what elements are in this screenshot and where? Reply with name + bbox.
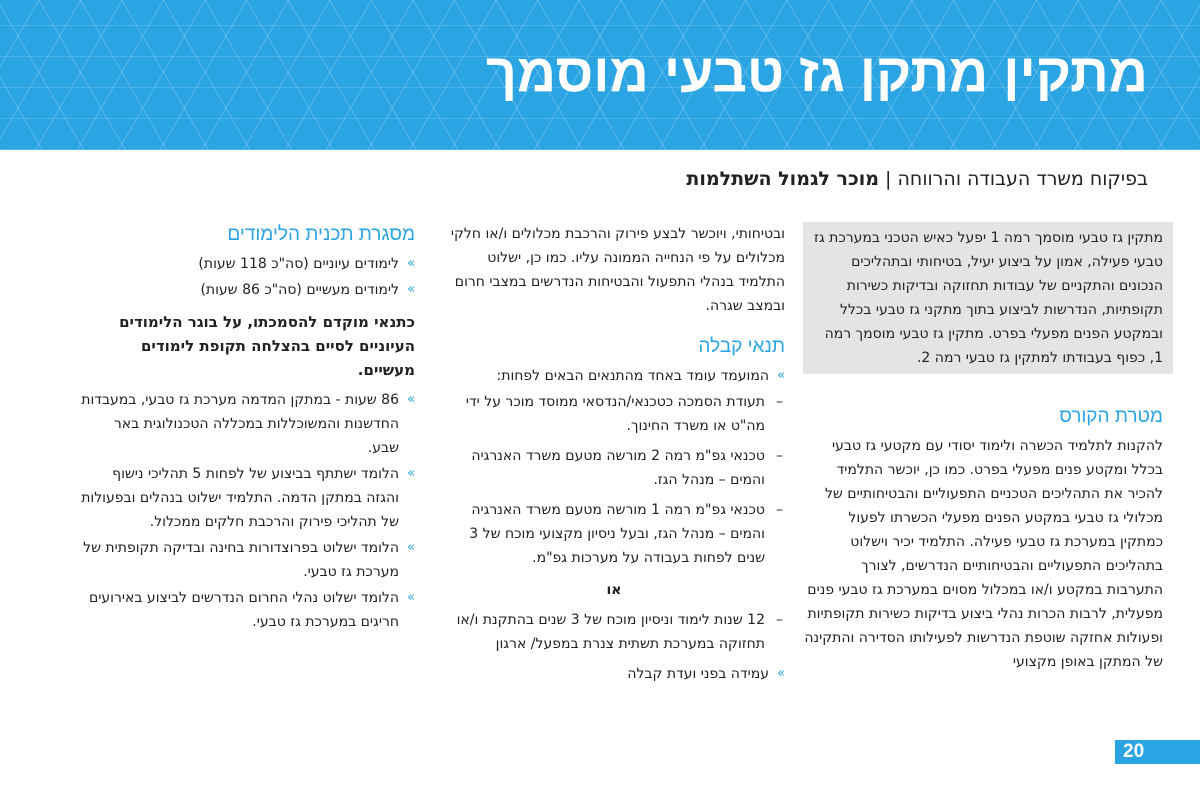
intro-text: מתקין גז טבעי מוסמך רמה 1 יפעל כאיש הטכני במערכת גז טבעי פעילה, אמון על ביצוע יעיל, בטיחותי ובתהליכים הנכונים והתקניים של עבודות תחזוקה ובדיקות כשירות תקופתיות, הנדרשות לביצוע בתוך מתקני גז טבעי בכלל ובמקטע הפנים מפעלי בפרט. מתקין גז טבעי מוסמך רמה 1, כפוף בעבודתו למתקין גז טבעי רמה 2.: [814, 230, 1163, 366]
bullet-chevron-icon: »: [407, 540, 415, 555]
bullet-chevron-icon: »: [777, 666, 785, 681]
page-title: מתקין מתקן גז טבעי מוסמך: [485, 43, 1148, 103]
practical-item: [80, 586, 415, 634]
admission-condition-text: טכנאי גפ"מ רמה 1 מורשה מטעם משרד האנרגיה והמים – מנהל הגז, ובעל ניסיון מקצועי מוכח של 3 שנים לפחות בעבודה על מערכות גפ"מ.: [469, 502, 765, 566]
practical-item-text: הלומד ישלוט נהלי החרום הנדרשים לביצוע באירועים חריגים במערכת גז טבעי.: [89, 590, 399, 630]
admission-condition: [443, 390, 785, 438]
bullet-chevron-icon: »: [407, 392, 415, 407]
bullet-chevron-icon: »: [407, 466, 415, 481]
framework-item: [80, 278, 415, 302]
framework-item-text: לימודים עיוניים (סה"כ 118 שעות): [198, 256, 399, 272]
admission-interview-item: [443, 662, 785, 686]
column-left: [80, 222, 415, 636]
bullet-chevron-icon: »: [777, 368, 785, 383]
framework-item-text: לימודים מעשיים (סה"כ 86 שעות): [200, 282, 399, 298]
practical-item-text: הלומד ישלוט בפרוצדורות בחינה ובדיקה תקופתית של מערכת גז טבעי.: [83, 540, 399, 580]
practical-item: [80, 462, 415, 534]
subtitle-separator: |: [879, 168, 898, 190]
admission-alt-condition: [443, 608, 785, 656]
practical-item-text: 86 שעות - במתקן המדמה מערכת גז טבעי, במעבדות החדשנות והמשוכללות במכללה הטכנולוגית באר שבע.: [81, 392, 399, 456]
column-middle: [443, 222, 785, 688]
admission-condition-text: טכנאי גפ"מ רמה 2 מורשה מטעם משרד האנרגיה והמים – מנהל הגז.: [471, 448, 765, 488]
admission-heading: תנאי קבלה: [698, 336, 785, 357]
framework-heading: מסגרת תכנית הלימודים: [227, 224, 415, 245]
page-number: 20: [1115, 740, 1200, 764]
bullet-chevron-icon: »: [407, 282, 415, 297]
practical-item-text: הלומד ישתתף בביצוע של לפחות 5 תהליכי נישוף והגזה במתקן הדמה. התלמיד ישלוט בנהלים ובפעולות של תהליכי פירוק והרכבת חלקים ממכלול.: [81, 466, 399, 530]
bullet-chevron-icon: »: [407, 590, 415, 605]
prerequisite-text: כתנאי מוקדם להסמכתו, על בוגר הלימודים העיוניים לסיים בהצלחה תקופת לימודים מעשיים.: [119, 313, 415, 379]
bullet-chevron-icon: »: [407, 256, 415, 271]
practical-list: [80, 388, 415, 634]
dash-icon: –: [776, 502, 783, 518]
subtitle-line: [48, 164, 1148, 194]
course-goal-continuation: ובטיחותי, ויוכשר לבצע פירוק והרכבת מכלולים ו/או חלקי מכלולים על פי הנחייה הממונה עליו. כמו כן, ישלוט התלמיד בנהלי התפעול והבטיחות הנדרשים במצבי חרום ובמצב שגרה.: [450, 226, 785, 314]
practical-item: [80, 536, 415, 584]
admission-conditions-list: [443, 390, 785, 570]
admission-condition: [443, 444, 785, 492]
intro-box: [803, 222, 1173, 374]
recognition-text: מוכר לגמול השתלמות: [686, 168, 880, 190]
practical-item: [80, 388, 415, 460]
header-banner: [0, 0, 1200, 150]
admission-condition-text: תעודת הסמכה כטכנאי/הנדסאי ממוסד מוכר על ידי מה"ט או משרד החינוך.: [465, 394, 765, 434]
admission-alt-condition-text: 12 שנות לימוד וניסיון מוכח של 3 שנים בהתקנת ו/או תחזוקה במערכת תשתית צנרת במפעל/ ארגון: [456, 612, 765, 652]
dash-icon: –: [776, 394, 783, 410]
course-goal-text: להקנות לתלמיד הכשרה ולימוד יסודי עם מקטעי גז טבעי בכלל ומקטע פנים מפעלי בפרט. כמו כן, יוכשר התלמיד להכיר את התהליכים הטכניים התפעוליים והבטיחותיים של מכלולי גז טבעי במקטע הפנים מפעלי הכשרתו לפעול כמתקין במערכת גז טבעי פעילה. התלמיד יכיר וישלוט בתהליכים התפעוליים והבטיחותיים הנדרשים, לצורך התערבות במקטע ו/או במכלול מסוים במערכת גז טבעי פנים מפעלית, לרבות הכרות נהלי ביצוע בדיקות כשירות תקופתיות ופעולות אחזקה שוטפת הנדרשות לפעילותו הסדירה והתקינה של המתקן באופן מקצועי: [804, 438, 1163, 670]
admission-condition: [443, 498, 785, 570]
dash-icon: –: [776, 448, 783, 464]
admission-intro-text: המועמד עומד באחד מהתנאים הבאים לפחות:: [496, 368, 769, 384]
admission-interview-text: עמידה בפני ועדת קבלה: [627, 666, 769, 682]
dash-icon: –: [776, 612, 783, 628]
admission-intro-item: [443, 364, 785, 388]
framework-list: [80, 252, 415, 302]
course-goal-heading: מטרת הקורס: [1059, 406, 1163, 427]
framework-item: [80, 252, 415, 276]
or-separator: או: [606, 582, 622, 598]
column-right: [803, 222, 1163, 674]
supervision-text: בפיקוח משרד העבודה והרווחה: [897, 168, 1148, 190]
